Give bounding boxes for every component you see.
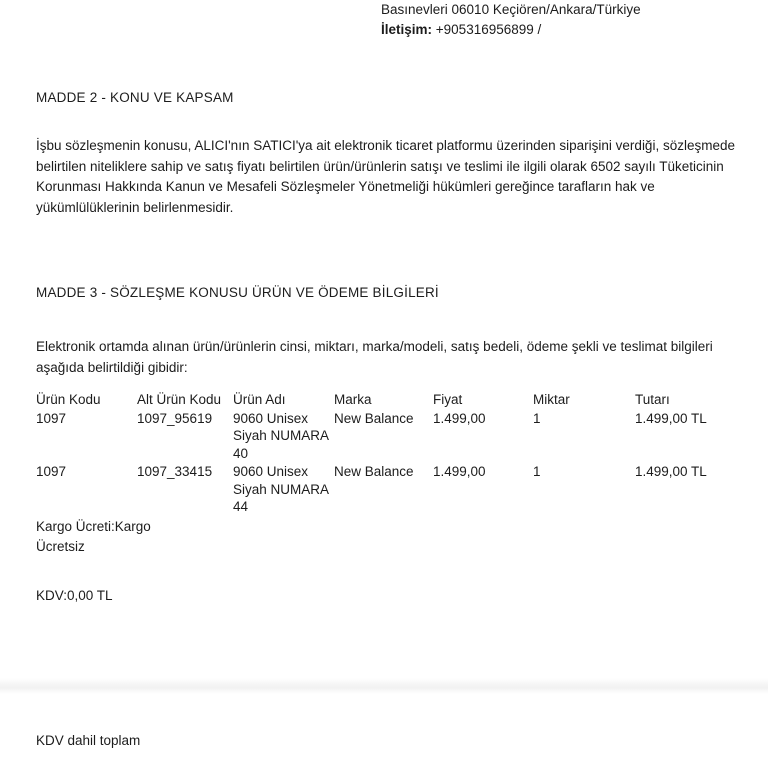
total-including-kdv-label: KDV dahil toplam bbox=[36, 733, 141, 748]
table-row bbox=[36, 410, 740, 464]
page-break-separator bbox=[0, 678, 768, 694]
cell-miktar: 1 bbox=[533, 410, 541, 426]
cell-marka: New Balance bbox=[334, 410, 414, 426]
cell-fiyat: 1.499,00 bbox=[433, 464, 486, 479]
cell-urun-adi: 9060 Unisex Siyah NUMARA 40 bbox=[233, 410, 329, 461]
cell-tutari: 1.499,00 TL bbox=[635, 464, 707, 479]
cell-alt-urun-kodu: 1097_95619 bbox=[137, 410, 213, 426]
column-header-miktar: Miktar bbox=[533, 392, 570, 407]
section-paragraph-madde-3: Elektronik ortamda alınan ürün/ürünlerin cinsi, miktarı, marka/modeli, satış bedeli, ödeme şekli ve teslimat bilgileri aşağıda belirtildiği gibidir: bbox=[36, 339, 713, 375]
column-header-fiyat: Fiyat bbox=[433, 392, 463, 407]
column-header-marka: Marka bbox=[334, 392, 372, 407]
cell-urun-adi: 9060 Unisex Siyah NUMARA 44 bbox=[233, 464, 329, 514]
table-row bbox=[36, 463, 740, 517]
contact-label: İletişim: bbox=[381, 22, 433, 37]
seller-contact bbox=[381, 20, 768, 40]
shipping-fee-note: Kargo Ücreti:Kargo Ücretsiz bbox=[36, 519, 151, 554]
column-header-urun-adi: Ürün Adı bbox=[233, 392, 286, 407]
cell-urun-kodu: 1097 bbox=[36, 410, 67, 426]
cell-urun-kodu: 1097 bbox=[36, 464, 67, 479]
cell-marka: New Balance bbox=[334, 464, 414, 479]
table-header-row bbox=[36, 391, 740, 410]
column-header-alt-urun-kodu: Alt Ürün Kodu bbox=[137, 392, 222, 407]
contact-value: +905316956899 / bbox=[435, 22, 542, 37]
section-heading-madde-2: MADDE 2 - KONU VE KAPSAM bbox=[36, 90, 234, 105]
column-header-tutari: Tutarı bbox=[635, 392, 670, 407]
product-table bbox=[36, 391, 740, 517]
cell-miktar: 1 bbox=[533, 464, 541, 479]
cell-alt-urun-kodu: 1097_33415 bbox=[137, 464, 213, 479]
product-table-body bbox=[36, 410, 740, 517]
product-table-header bbox=[36, 391, 740, 410]
kdv-note: KDV:0,00 TL bbox=[36, 588, 113, 603]
section-heading-madde-3: MADDE 3 - SÖZLEŞME KONUSU ÜRÜN VE ÖDEME BİLGİLERİ bbox=[36, 285, 439, 300]
cell-fiyat: 1.499,00 bbox=[433, 410, 486, 426]
column-header-urun-kodu: Ürün Kodu bbox=[36, 392, 101, 407]
document-header bbox=[381, 0, 768, 40]
seller-address: Basınevleri 06010 Keçiören/Ankara/Türkiye bbox=[381, 2, 641, 17]
cell-tutari: 1.499,00 TL bbox=[635, 410, 707, 426]
section-paragraph-madde-2: İşbu sözleşmenin konusu, ALICI'nın SATICI'ya ait elektronik ticaret platformu üzerinden siparişini verdiği, sözleşmede belirtilen niteliklere sahip ve satış fiyatı belirtilen ürün/ürünlerin satışı ve teslimi ile ilgili olarak 6502 sayılı Tüketicinin Korunması Hakkında Kanun ve Mesafeli Sözleşmeler Yönetmeliği hükümleri gereğince tarafların hak ve yükümlülüklerinin belirlenmesidir. bbox=[36, 138, 735, 215]
